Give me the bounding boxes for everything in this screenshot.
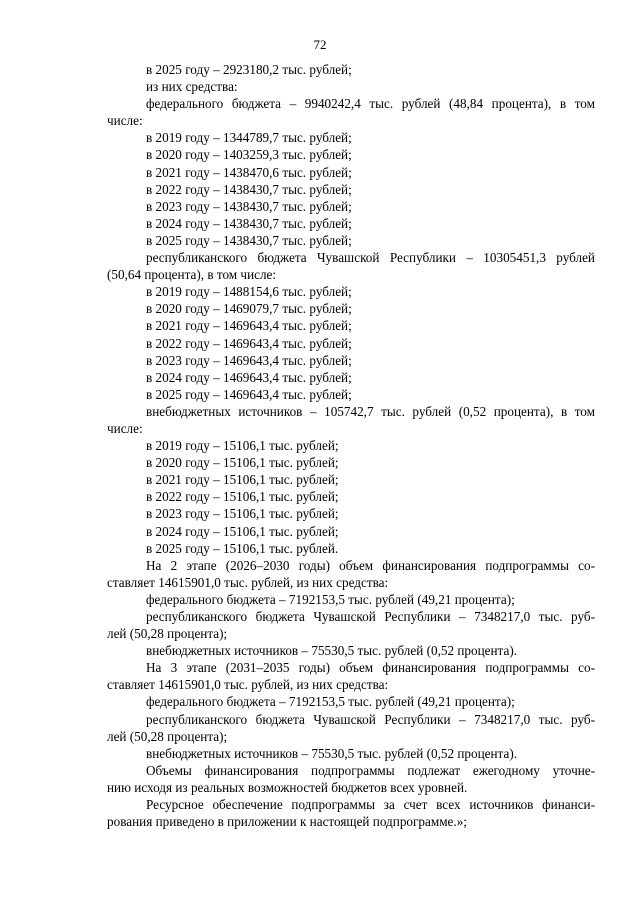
text-line: в 2023 году – 15106,1 тыс. рублей; [146,506,339,522]
text-line: лей (50,28 процента); [107,626,228,642]
text-line: федерального бюджета – 7192153,5 тыс. рублей (49,21 процента); [146,694,515,710]
text-line: На 3 этапе (2031–2035 годы) объем финансирования подпрограммы со- [146,660,595,676]
text-line: в 2025 году – 15106,1 тыс. рублей. [146,540,339,556]
text-line: рования приведено в приложении к настоящей подпрограмме.»; [107,814,467,830]
text-line: из них средства: [146,79,238,95]
text-line: в 2024 году – 1438430,7 тыс. рублей; [146,215,352,231]
page-number: 72 [313,37,327,52]
text-line: в 2020 году – 1469079,7 тыс. рублей; [146,301,352,317]
text-line: лей (50,28 процента); [107,728,228,744]
text-line: в 2025 году – 1438430,7 тыс. рублей; [146,232,352,248]
text-line: ставляет 14615901,0 тыс. рублей, из них средства: [107,574,389,590]
text-line: нию исходя из реальных возможностей бюджетов всех уровней. [107,779,468,795]
text-line: Объемы финансирования подпрограммы подлежат ежегодному уточне- [146,762,595,778]
text-line: в 2025 году – 2923180,2 тыс. рублей; [146,62,352,77]
text-line: в 2022 году – 15106,1 тыс. рублей; [146,489,339,505]
text-line: внебюджетных источников – 75530,5 тыс. рублей (0,52 процента). [146,745,518,761]
text-line: в 2023 году – 1438430,7 тыс. рублей; [146,198,352,214]
text-line: в 2021 году – 1438470,6 тыс. рублей; [146,164,352,180]
text-line: внебюджетных источников – 75530,5 тыс. рублей (0,52 процента). [146,643,518,659]
text-line: в 2019 году – 15106,1 тыс. рублей; [146,438,339,454]
text-line: в 2022 году – 1438430,7 тыс. рублей; [146,181,352,197]
text-line: внебюджетных источников – 105742,7 тыс. рублей (0,52 процента), в том [146,403,595,419]
text-line: в 2020 году – 15106,1 тыс. рублей; [146,455,339,471]
text-line: числе: [107,420,143,436]
text-line: в 2023 году – 1469643,4 тыс. рублей; [146,352,352,368]
text-line: в 2024 году – 1469643,4 тыс. рублей; [146,369,352,385]
text-line: в 2021 году – 15106,1 тыс. рублей; [146,472,339,488]
text-line: в 2025 году – 1469643,4 тыс. рублей; [146,386,352,402]
text-line: федерального бюджета – 7192153,5 тыс. рублей (49,21 процента); [146,591,515,607]
document-body [107,61,595,830]
text-line: Ресурсное обеспечение подпрограммы за счет всех источников финанси- [146,797,595,813]
text-line: в 2020 году – 1403259,3 тыс. рублей; [146,147,352,163]
text-line: ставляет 14615901,0 тыс. рублей, из них средства: [107,677,389,693]
text-line: На 2 этапе (2026–2030 годы) объем финансирования подпрограммы со- [146,557,595,573]
text-line: числе: [107,113,143,129]
text-line: в 2024 году – 15106,1 тыс. рублей; [146,523,339,539]
text-line: в 2022 году – 1469643,4 тыс. рублей; [146,335,352,351]
text-line: в 2019 году – 1344789,7 тыс. рублей; [146,130,352,146]
text-line: (50,64 процента), в том числе: [107,267,277,283]
text-line: федерального бюджета – 9940242,4 тыс. рублей (48,84 процента), в том [146,96,595,112]
text-line: республиканского бюджета Чувашской Республики – 7348217,0 тыс. руб- [146,609,595,624]
text-line: республиканского бюджета Чувашской Республики – 7348217,0 тыс. руб- [146,711,595,727]
text-line: в 2019 году – 1488154,6 тыс. рублей; [146,284,352,300]
text-line: в 2021 году – 1469643,4 тыс. рублей; [146,318,352,334]
text-line: республиканского бюджета Чувашской Республики – 10305451,3 рублей [146,250,595,266]
